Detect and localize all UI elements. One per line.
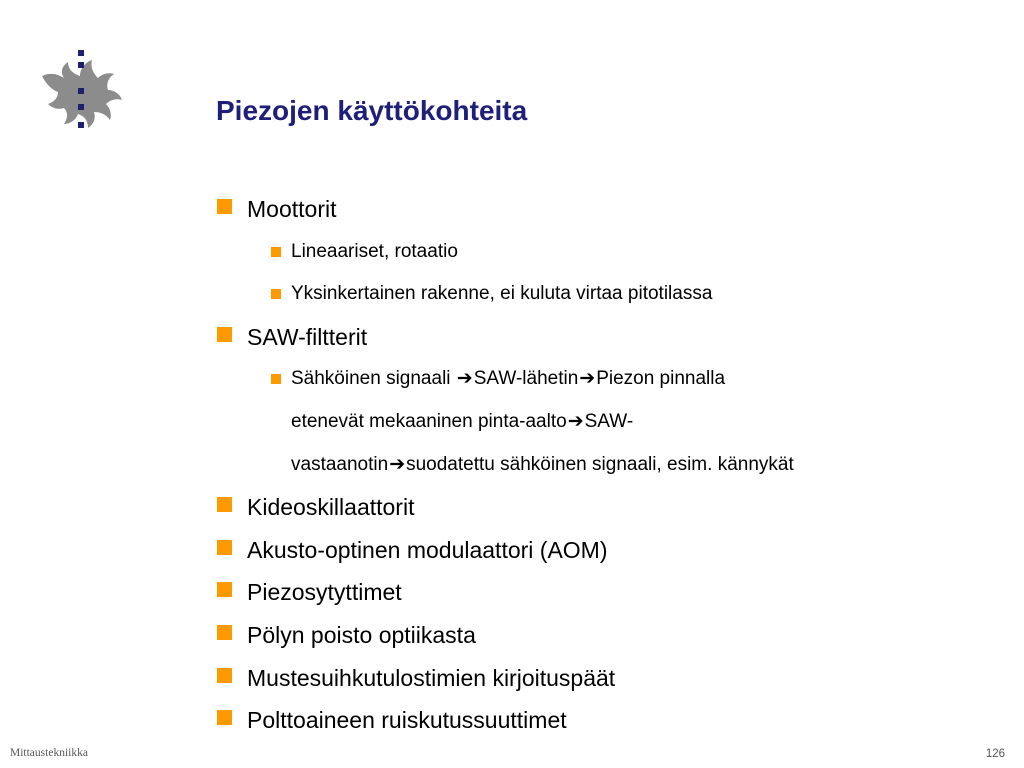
sub-bullet-continuation [216,444,1006,487]
bullet-square-icon [217,327,232,342]
bullet-text: Piezosytyttimet [247,579,402,606]
bullet-square-icon [217,668,232,683]
sub-bullet-text: vastaanotin➔suodatettu sähköinen signaali, esim. kännykät [291,454,794,475]
sub-bullet-item [216,358,1006,401]
bullet-item [216,316,1006,359]
bullet-item [216,188,1006,231]
arrow-right-icon: ➔ [456,368,473,390]
bullet-item [216,486,1006,529]
logo-dot [78,50,84,56]
sub-bullet-text: Yksinkertainen rakenne, ei kuluta virtaa pitotilassa [291,283,713,305]
sub-bullet-item [216,231,1006,274]
bullet-square-icon [217,199,232,214]
bullet-item [216,571,1006,614]
bullet-item [216,529,1006,572]
bullet-text: Kideoskillaattorit [247,494,415,521]
arrow-right-icon: ➔ [579,368,596,390]
university-logo-icon [36,48,126,134]
bullet-text: Polttoaineen ruiskutussuuttimet [247,707,567,734]
arrow-right-icon: ➔ [389,453,406,475]
bullet-square-icon [217,625,232,640]
logo-dot [78,122,84,128]
footer-course-name: Mittaustekniikka [10,747,88,759]
logo-dot [78,62,84,68]
bullet-square-icon [217,582,232,597]
bullet-text: Pölyn poisto optiikasta [247,621,476,648]
sub-bullet-continuation [216,401,1006,444]
sub-bullet-item [216,273,1006,316]
bullet-list [216,188,1006,742]
bullet-square-icon [217,540,232,555]
sub-bullet-text: Sähköinen signaali ➔SAW-lähetin➔Piezon pinnalla [291,368,725,389]
sub-bullet-text: etenevät mekaaninen pinta-aalto➔SAW- [291,411,633,432]
sub-bullet-square-icon [271,247,281,257]
page-number: 126 [985,748,1005,760]
arrow-right-icon: ➔ [567,410,584,432]
logo-dot [78,88,84,94]
bullet-item [216,614,1006,657]
bullet-item [216,657,1006,700]
bullet-item [216,699,1006,742]
bullet-text: Akusto-optinen modulaattori (AOM) [247,536,608,563]
sub-bullet-square-icon [271,374,281,384]
slide-title: Piezojen käyttökohteita [216,95,528,126]
logo-dot [78,104,84,110]
sub-bullet-square-icon [271,289,281,299]
bullet-text: SAW-filtterit [247,323,368,350]
bullet-square-icon [217,710,232,725]
bullet-text: Mustesuihkutulostimien kirjoituspäät [247,664,616,691]
sub-bullet-text: Lineaariset, rotaatio [291,240,458,262]
bullet-square-icon [217,497,232,512]
bullet-text: Moottorit [247,196,337,222]
